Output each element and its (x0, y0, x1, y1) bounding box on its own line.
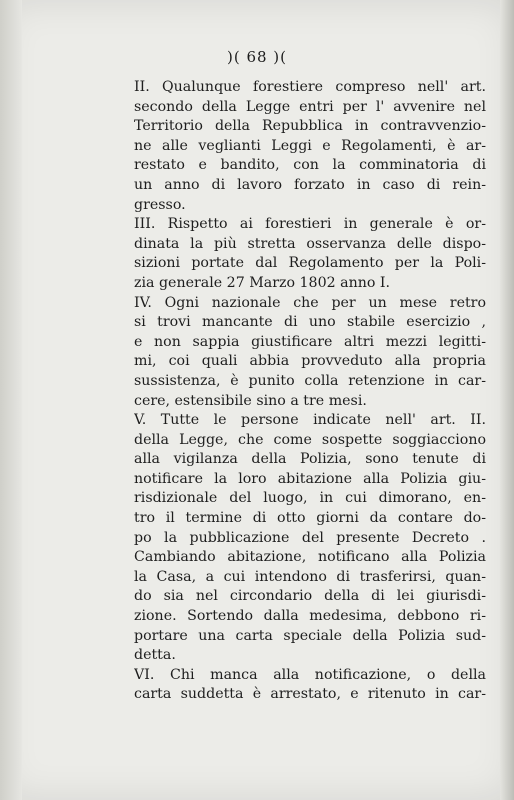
text-line: secondo della Legge entri per l' avvenire nel (134, 98, 486, 115)
text-line: do sia nel circondario della di lei giurisdi- (134, 588, 486, 605)
text-line: e non sappia giustificare altri mezzi legitti- (134, 333, 486, 350)
text-line: sizioni portate dal Regolamento per la Poli- (134, 255, 486, 272)
text-line: risdizionale del luogo, in cui dimorano, en- (134, 490, 486, 507)
page-binding-shadow (0, 0, 22, 800)
text-line: carta suddetta è arrestato, e ritenuto in car- (134, 686, 486, 703)
text-line: un anno di lavoro forzato in caso di rein- (134, 176, 486, 193)
text-line: sussistenza, è punito colla retenzione in car- (134, 372, 486, 389)
text-line: notificare la loro abitazione alla Polizia giu- (134, 470, 486, 487)
page-number: )( 68 )( (226, 48, 288, 66)
text-line: V. Tutte le persone indicate nell' art. II. (134, 412, 486, 429)
text-line: Territorio della Repubblica in contravvenzio- (134, 118, 486, 135)
text-line: mi, coi quali abbia provveduto alla propria (134, 353, 486, 370)
text-line: II. Qualunque forestiere compreso nell' art. (134, 79, 486, 95)
text-line: detta. (134, 647, 176, 664)
text-line: VI. Chi manca alla notificazione, o della (134, 666, 486, 683)
text-line: ne alle veglianti Leggi e Regolamenti, è ar- (134, 137, 486, 154)
page-edge (500, 0, 514, 800)
text-line: dinata la più stretta osservanza delle dispo- (134, 235, 486, 252)
text-line: cere, estensibile sino a tre mesi. (134, 392, 367, 409)
text-line: IV. Ogni nazionale che per un mese retro (134, 294, 486, 311)
text-line: gresso. (134, 196, 186, 213)
text-line: zia generale 27 Marzo 1802 anno I. (134, 274, 391, 291)
text-line: po la pubblicazione del presente Decreto . (134, 529, 486, 546)
text-line: tro il termine di otto giorni da contare do- (134, 510, 486, 527)
text-line: restato e bandito, con la comminatoria di (134, 157, 486, 174)
text-line: III. Rispetto ai forestieri in generale è or- (134, 216, 486, 233)
text-line: della Legge, che come sospette soggiacciono (134, 431, 486, 448)
text-line: zione. Sortendo dalla medesima, debbono ri- (134, 608, 486, 625)
text-line: si trovi mancante di uno stabile esercizio , (134, 314, 486, 331)
text-line: Cambiando abitazione, notificano alla Polizia (134, 549, 486, 566)
body-text (134, 78, 486, 705)
text-line: alla vigilanza della Polizia, sono tenute di (134, 451, 486, 468)
text-line: la Casa, a cui intendono di trasferirsi, quan- (134, 568, 486, 585)
text-line: portare una carta speciale della Polizia sud- (134, 627, 486, 644)
